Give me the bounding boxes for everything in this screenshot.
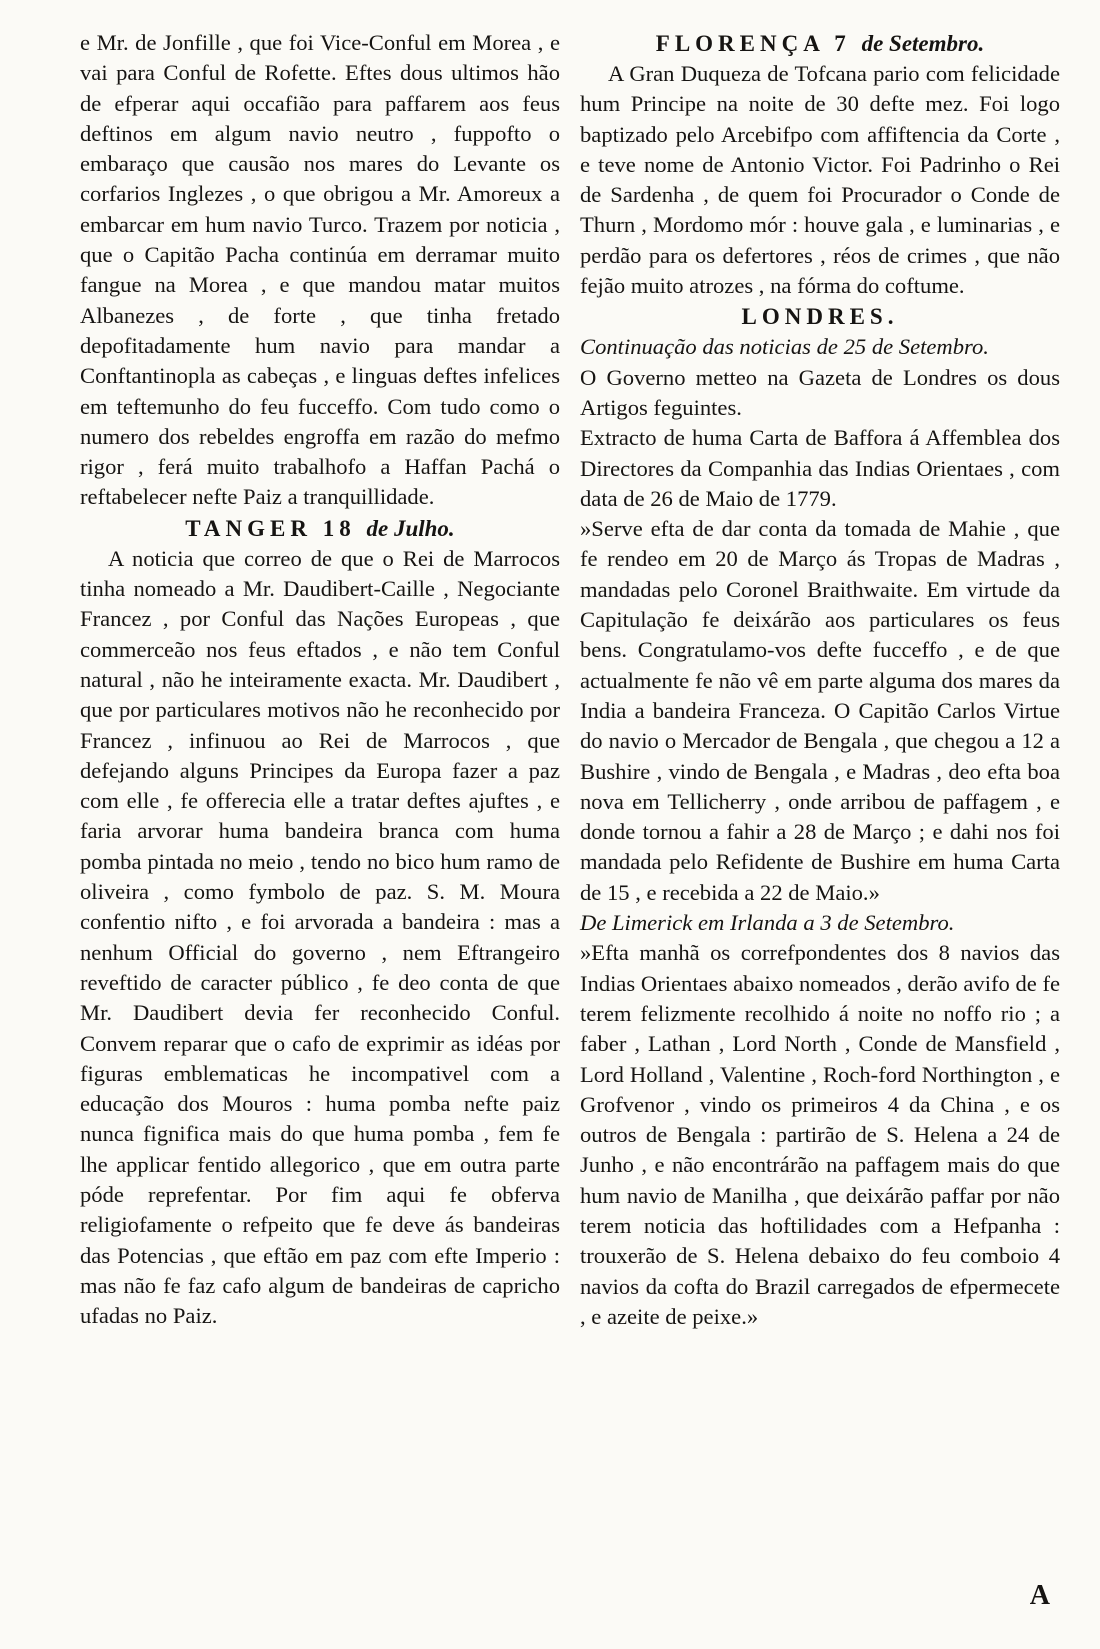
heading-florenca-date: de Setembro. (861, 31, 985, 56)
heading-florenca-place: FLORENÇA 7 (655, 31, 851, 56)
heading-florenca (580, 28, 1060, 59)
article-bassora-letter: »Serve efta de dar conta da tomada de Mahie , que fe rendeo em 20 de Março ás Tropas de Madras , mandadas pelo Coronel Braithwaite. Em virtude da Capitulação fe deixárão aos particulares os feus bens. Congratulamo-vos defte fucceffo , e de que actualmente fe não vê em parte alguma dos mares da India a bandeira Franceza. O Capitão Carlos Virtue do navio o Mercador de Bengala , que chegou a 12 a Bushire , vindo de Bengala , e Madras , deo efta boa nova em Tellicherry , onde arribou de paffagem , e donde tornou a fahir a 28 de Março ; e dahi nos foi mandada pelo Refidente de Bushire em huma Carta de 15 , e recebida a 22 de Maio.» (580, 516, 1060, 905)
right-column (580, 28, 1060, 1332)
heading-tanger-place: TANGER 18 (185, 515, 356, 541)
article-tanger: A noticia que correo de que o Rei de Marrocos tinha nomeado a Mr. Daudibert-Caille , Negociante Francez , por Conful das Nações Europeas , que commerceão nos feus eftados , e não tem Conful natural , não he inteiramente exacta. Mr. Daudibert , que por particulares motivos não he reconhecido por Francez , infinuou ao Rei de Marrocos , que defejando alguns Principes da Europa fazer a paz com elle , fe offerecia elle a tratar deftes ajuftes , e faria arvorar huma bandeira branca com huma pomba pintada no meio , tendo no bico hum ramo de oliveira , como fymbolo de paz. S. M. Moura confentio nifto , e foi arvorada a bandeira : mas a nenhum Official do governo , nem Eftrangeiro reveftido de caracter público , fe deo conta de que Mr. Daudibert devia fer reconhecido Conful. Convem reparar que o cafo de exprimir as idéas por figuras emblematicas he incompativel com a educação dos Mouros : huma pomba nefte paiz nunca fignifica mais do que huma pomba , fem fe lhe applicar fentido allegorico , que em outra parte póde reprefentar. Por fim aqui fe obferva religiofamente o refpeito que fe deve ás bandeiras das Potencias , que eftão em paz com efte Imperio : mas não fe faz cafo algum de bandeiras de capricho ufadas no Paiz. (80, 545, 560, 1329)
article-limerick: »Efta manhã os correfpondentes dos 8 navios das Indias Orientaes abaixo nomeados , derão avifo de fe terem felizmente recolhido á noite no noffo rio ; a faber , Lathan , Lord North , Conde de Mansfield , Lord Holland , Valentine , Roch-ford Northington , e Grofvenor , vindo os primeiros 4 da China , e os outros de Bengala : partirão de S. Helena a 24 de Junho , e não encontrárão na paffagem mais do que hum navio de Manilha , que deixárão paffar por não terem noticia das hoftilidades com a Hefpanha : trouxerão de S. Helena debaixo do feu comboio 4 navios da cofta do Brazil carregados de efpermecete , e azeite de peixe.» (580, 940, 1060, 1329)
subheading-londres: Continuação das noticias de 25 de Setembro. (580, 334, 989, 360)
article-florenca: A Gran Duqueza de Tofcana pario com felicidade hum Principe na noite de 30 defte mez. Foi logo baptizado pelo Arcebifpo com affiftencia da Corte , e teve nome de Antonio Victor. Foi Padrinho o Rei de Sardenha , de quem foi Procurador o Conde de Thurn , Mordomo mór : houve gala , e luminarias , e perdão para os defertores , réos de crimes , que não fejão muito atrozes , na fórma do coftume. (580, 61, 1060, 299)
article-bassora-title: Extracto de huma Carta de Baffora á Affemblea dos Directores da Companhia das Indias Orientaes , com data de 26 de Maio de 1779. (580, 425, 1060, 511)
heading-tanger-date: de Julho. (366, 515, 455, 541)
left-column (80, 28, 560, 1332)
dateline-limerick: De Limerick em Irlanda a 3 de Setembro. (580, 910, 955, 936)
signature-mark: A (1029, 1580, 1050, 1611)
two-column-layout (80, 28, 1060, 1332)
article-londres-intro: O Governo metteo na Gazeta de Londres os dous Artigos feguintes. (580, 364, 1060, 420)
article-morea-continuation: e Mr. de Jonfille , que foi Vice-Conful em Morea , e vai para Conful de Rofette. Eftes dous ultimos hão de efperar aqui occafião para paffarem aos feus deftinos em algum navio neutro , fuppofto o embaraço que causão nos mares do Levante os corfarios Inglezes , o que obrigou a Mr. Amoreux a embarcar em hum navio Turco. Trazem por noticia , que o Capitão Pacha continúa em derramar muito fangue na Morea , e que mandou matar muitos Albanezes , de forte , que tinha fretado depofitadamente hum navio para mandar a Conftantinopla as cabeças , e linguas deftes infelices em teftemunho do feu fucceffo. Com tudo como o numero dos rebeldes engroffa em razão do mefmo rigor , ferá muito trabalhofo a Haffan Pachá o reftabelecer nefte Paiz a tranquillidade. (80, 30, 560, 510)
heading-londres: LONDRES. (741, 304, 899, 330)
heading-tanger (80, 513, 560, 544)
